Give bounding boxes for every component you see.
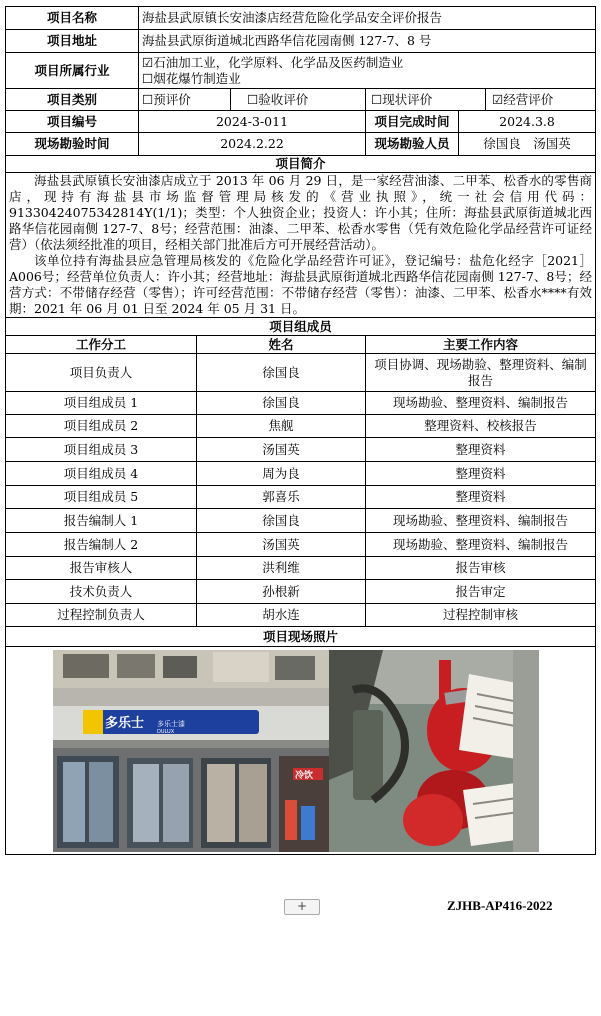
intro-title: 项目简介 (6, 156, 596, 173)
member-name: 徐国良 (197, 392, 366, 415)
member-name: 汤国英 (197, 438, 366, 462)
member-duty: 报告审核人 (6, 557, 197, 580)
member-duty: 项目组成员 2 (6, 415, 197, 438)
project-industry-label: 项目所属行业 (6, 53, 139, 89)
member-duty: 项目组成员 3 (6, 438, 197, 462)
table-row (6, 462, 596, 486)
member-name: 郭喜乐 (197, 486, 366, 509)
header-duty: 工作分工 (6, 336, 197, 354)
table-row (6, 509, 596, 533)
type-option-status[interactable]: ☐现状评价 (366, 89, 486, 111)
member-work: 过程控制审核 (366, 604, 596, 627)
member-name: 汤国英 (197, 533, 366, 557)
project-address-value: 海盐县武原街道城北西路华信花园南侧 127-7、8 号 (139, 30, 596, 53)
member-duty: 过程控制负责人 (6, 604, 197, 627)
surveyor-label: 现场勘验人员 (366, 133, 459, 156)
project-info-table (5, 6, 596, 855)
project-code-value: 2024-3-011 (139, 111, 366, 133)
member-work: 现场勘验、整理资料、编制报告 (366, 509, 596, 533)
member-work: 整理资料 (366, 462, 596, 486)
industry-option-petrochemical[interactable]: ☑石油加工业，化学原料、化学品及医药制造业 (142, 54, 404, 70)
shop-sign-text: 多乐士 (105, 716, 145, 731)
header-work: 主要工作内容 (366, 336, 596, 354)
type-option-pre-evaluation[interactable]: ☐预评价 (139, 89, 231, 111)
table-row (6, 354, 596, 392)
header-name: 姓名 (197, 336, 366, 354)
member-duty: 报告编制人 1 (6, 509, 197, 533)
member-duty: 项目组成员 4 (6, 462, 197, 486)
table-row (6, 392, 596, 415)
member-work: 现场勘验、整理资料、编制报告 (366, 533, 596, 557)
project-type-label: 项目类别 (6, 89, 139, 111)
member-work: 报告审定 (366, 580, 596, 604)
intro-paragraph-2: 该单位持有海盐县应急管理局核发的《危险化学品经营许可证》，登记编号：盐危化经字［2021］A006号；经营单位负责人：许小其；经营地址：海盐县武原街道城北西路华信花园南侧 127-7、8号；经营方式：不带储存经营（零售）；许可经营范围：不带储存经营（零售）：油漆、二甲苯、松香水****有效期：2021 年 06 月 01 日至 2024 年 05 月 31 日。 (9, 253, 593, 316)
table-row (6, 486, 596, 509)
member-work: 整理资料 (366, 438, 596, 462)
industry-option-fireworks[interactable]: ☐烟花爆竹制造业 (142, 70, 241, 86)
member-name: 徐国良 (197, 354, 366, 392)
member-duty: 报告编制人 2 (6, 533, 197, 557)
finish-time-value: 2024.3.8 (459, 111, 596, 133)
document-code: ZJHB-AP416-2022 (447, 898, 553, 913)
extinguisher-photo (329, 650, 550, 852)
project-industry-options (139, 53, 596, 89)
member-work: 整理资料、校核报告 (366, 415, 596, 438)
table-row (6, 533, 596, 557)
project-name-label: 项目名称 (6, 7, 139, 30)
member-work: 报告审核 (366, 557, 596, 580)
member-name: 胡水连 (197, 604, 366, 627)
member-duty: 技术负责人 (6, 580, 197, 604)
site-photos (53, 650, 550, 852)
member-name: 焦舰 (197, 415, 366, 438)
type-option-operation[interactable]: ☑经营评价 (486, 89, 596, 111)
project-name-value: 海盐县武原镇长安油漆店经营危险化学品安全评价报告 (139, 7, 596, 30)
shop-front-photo (53, 650, 329, 852)
members-header-row (6, 336, 596, 354)
intro-body (6, 173, 596, 318)
right-shop-sign-text: 冷饮 (295, 771, 314, 781)
table-row (6, 415, 596, 438)
shop-sign-subtext: 多乐士漆 (157, 720, 185, 728)
member-name: 徐国良 (197, 509, 366, 533)
shop-sign-en-text: DULUX (157, 729, 175, 735)
members-title: 项目组成员 (6, 318, 596, 336)
survey-time-label: 现场勘验时间 (6, 133, 139, 156)
member-name: 洪利维 (197, 557, 366, 580)
member-work: 整理资料 (366, 486, 596, 509)
member-name: 孙根新 (197, 580, 366, 604)
member-name: 周为良 (197, 462, 366, 486)
member-work: 现场勘验、整理资料、编制报告 (366, 392, 596, 415)
table-row (6, 557, 596, 580)
photos-cell (6, 647, 596, 855)
member-duty: 项目组成员 5 (6, 486, 197, 509)
member-duty: 项目组成员 1 (6, 392, 197, 415)
finish-time-label: 项目完成时间 (366, 111, 459, 133)
table-row (6, 580, 596, 604)
member-duty: 项目负责人 (6, 354, 197, 392)
project-address-label: 项目地址 (6, 30, 139, 53)
survey-time-value: 2024.2.22 (139, 133, 366, 156)
member-work: 项目协调、现场勘验、整理资料、编制报告 (366, 354, 596, 392)
type-option-acceptance[interactable]: ☐验收评价 (231, 89, 366, 111)
table-row (6, 438, 596, 462)
intro-paragraph-1: 海盐县武原镇长安油漆店成立于 2013 年 06 月 29 日，是一家经营油漆、二甲苯、松香水的零售商店，现持有海盐县市场监督管理局核发的《营业执照》，统一社会信用代码：91330424075342814Y(1/1)；类型：个人独资企业；投资人：许小其；住所：海盐县武原街道城北西路华信花园南侧 127-7、8号；经营范围：油漆、二甲苯、松香水零售（凭有效危险化学品经营许可证经营）（依法须经批准的项目，经相关部门批准后方可开展经营活动）。 (9, 173, 593, 252)
table-row (6, 604, 596, 627)
surveyor-value: 徐国良 汤国英 (459, 133, 596, 156)
expand-button[interactable]: + (284, 899, 320, 915)
photos-title: 项目现场照片 (6, 627, 596, 647)
project-code-label: 项目编号 (6, 111, 139, 133)
